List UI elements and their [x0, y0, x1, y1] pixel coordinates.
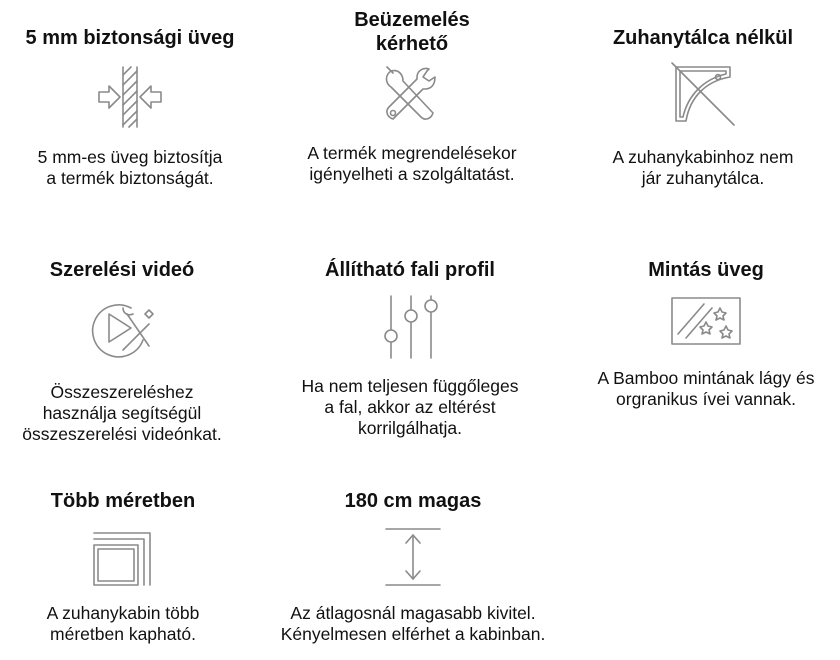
feature-description: Ha nem teljesen függőleges a fal, akkor az eltérést korrilgálhatja. [301, 376, 519, 438]
no-shower-tray-icon [668, 59, 738, 129]
feature-multiple-sizes [0, 489, 263, 645]
feature-title: 180 cm magas [344, 490, 482, 512]
feature-title: Beüzemelés kérhető [354, 9, 470, 55]
feature-description: A termék megrendelésekor igényelheti a szolgáltatást. [307, 143, 517, 184]
feature-installation [272, 8, 552, 185]
feature-no-shower-tray [563, 26, 840, 189]
installation-tools-icon [377, 59, 447, 129]
multiple-sizes-icon [88, 523, 158, 593]
adjustable-profile-icon [375, 292, 445, 362]
feature-patterned-glass [566, 258, 840, 410]
feature-title: Állítható fali profil [325, 259, 495, 281]
feature-adjustable-profile [270, 258, 550, 439]
patterned-glass-icon [668, 290, 744, 360]
feature-title: 5 mm biztonsági üveg [25, 27, 235, 49]
feature-title: Mintás üveg [648, 259, 764, 281]
feature-title: Több méretben [50, 490, 196, 512]
feature-description: Az átlagosnál magasabb kivitel. Kényelmesen elférhet a kabinban. [280, 603, 546, 644]
feature-title: Zuhanytálca nélkül [612, 27, 794, 49]
feature-description: A zuhanykabin több méretben kapható. [46, 603, 200, 644]
feature-safety-glass [0, 26, 270, 189]
feature-description: A zuhanykabinhoz nem jár zuhanytálca. [612, 147, 794, 188]
assembly-video-icon [87, 294, 157, 364]
feature-description: 5 mm-es üveg biztosítja a termék biztonságát. [37, 147, 223, 188]
feature-assembly-video [0, 258, 262, 445]
feature-description: A Bamboo mintának lágy és orgranikus ívei vannak. [597, 368, 815, 409]
safety-glass-icon [95, 61, 165, 131]
feature-description: Összeszereléshez használja segítségül összeszerelési videónkat. [22, 382, 222, 444]
feature-height [273, 489, 553, 645]
height-180cm-icon [378, 521, 448, 591]
feature-title: Szerelési videó [49, 259, 195, 281]
